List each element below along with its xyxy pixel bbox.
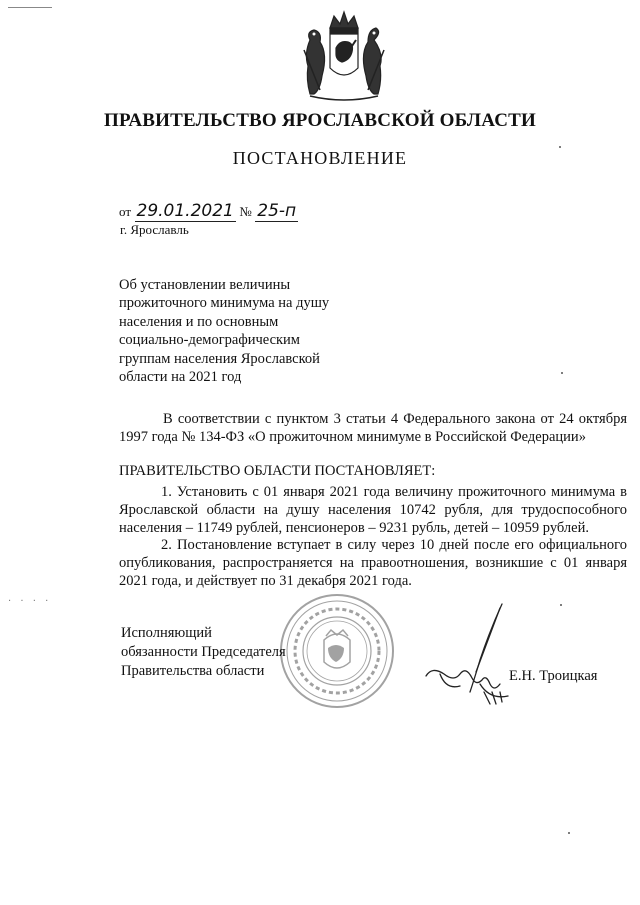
- document-type: ПОСТАНОВЛЕНИЕ: [232, 148, 408, 168]
- position-line-2: обязанности Председателя: [121, 643, 286, 660]
- scan-speck: [568, 832, 570, 834]
- position-line-3: Правительства области: [121, 662, 265, 679]
- decree-statement: ПРАВИТЕЛЬСТВО ОБЛАСТИ ПОСТАНОВЛЯЕТ:: [119, 463, 436, 479]
- signature-icon: [420, 600, 520, 712]
- date-value: 29.01.2021: [136, 201, 234, 221]
- city: г. Ярославль: [120, 222, 189, 237]
- scan-speck: [560, 604, 562, 606]
- signer-name: Е.Н. Троицкая: [509, 668, 598, 684]
- position-line-1: Исполняющий: [121, 625, 212, 641]
- decree-item-1: 1. Установить с 01 января 2021 года величину прожиточного минимума в Ярославской области на душу населения 10742 рубля, для трудоспособного населения – 11749 рублей, пенсионеров – 9231 рубль, детей – 10959 рублей.: [119, 484, 627, 536]
- scan-speck: [559, 146, 561, 148]
- intro-paragraph: В соответствии с пунктом 3 статьи 4 Федерального закона от 24 октября 1997 года № 134-ФЗ «О прожиточном минимуме в Российской Федерации»: [119, 411, 627, 445]
- number-value: 25-п: [257, 201, 297, 221]
- scan-dots: · · · ·: [8, 596, 52, 607]
- scan-speck: [561, 372, 563, 374]
- scan-mark: [8, 7, 52, 8]
- number-prefix: №: [239, 204, 252, 219]
- official-seal-icon: [278, 592, 396, 710]
- document-subject: Об установлении величины прожиточного минимума на душу населения и по основным социально-демографическим группам населения Ярославской области на 2021 год: [119, 277, 330, 386]
- government-title: ПРАВИТЕЛЬСТВО ЯРОСЛАВСКОЙ ОБЛАСТИ: [104, 110, 536, 131]
- decree-item-2: 2. Постановление вступает в силу через 10 дней после его официального опубликования, распространяется на правоотношения, возникшие с 01 января 2021 года, и действует по 31 декабря 2021 года.: [119, 537, 627, 589]
- date-prefix: от: [119, 204, 132, 219]
- date-number-row: [119, 201, 298, 221]
- coat-of-arms-icon: [300, 10, 388, 106]
- signature-position-block: [121, 624, 286, 680]
